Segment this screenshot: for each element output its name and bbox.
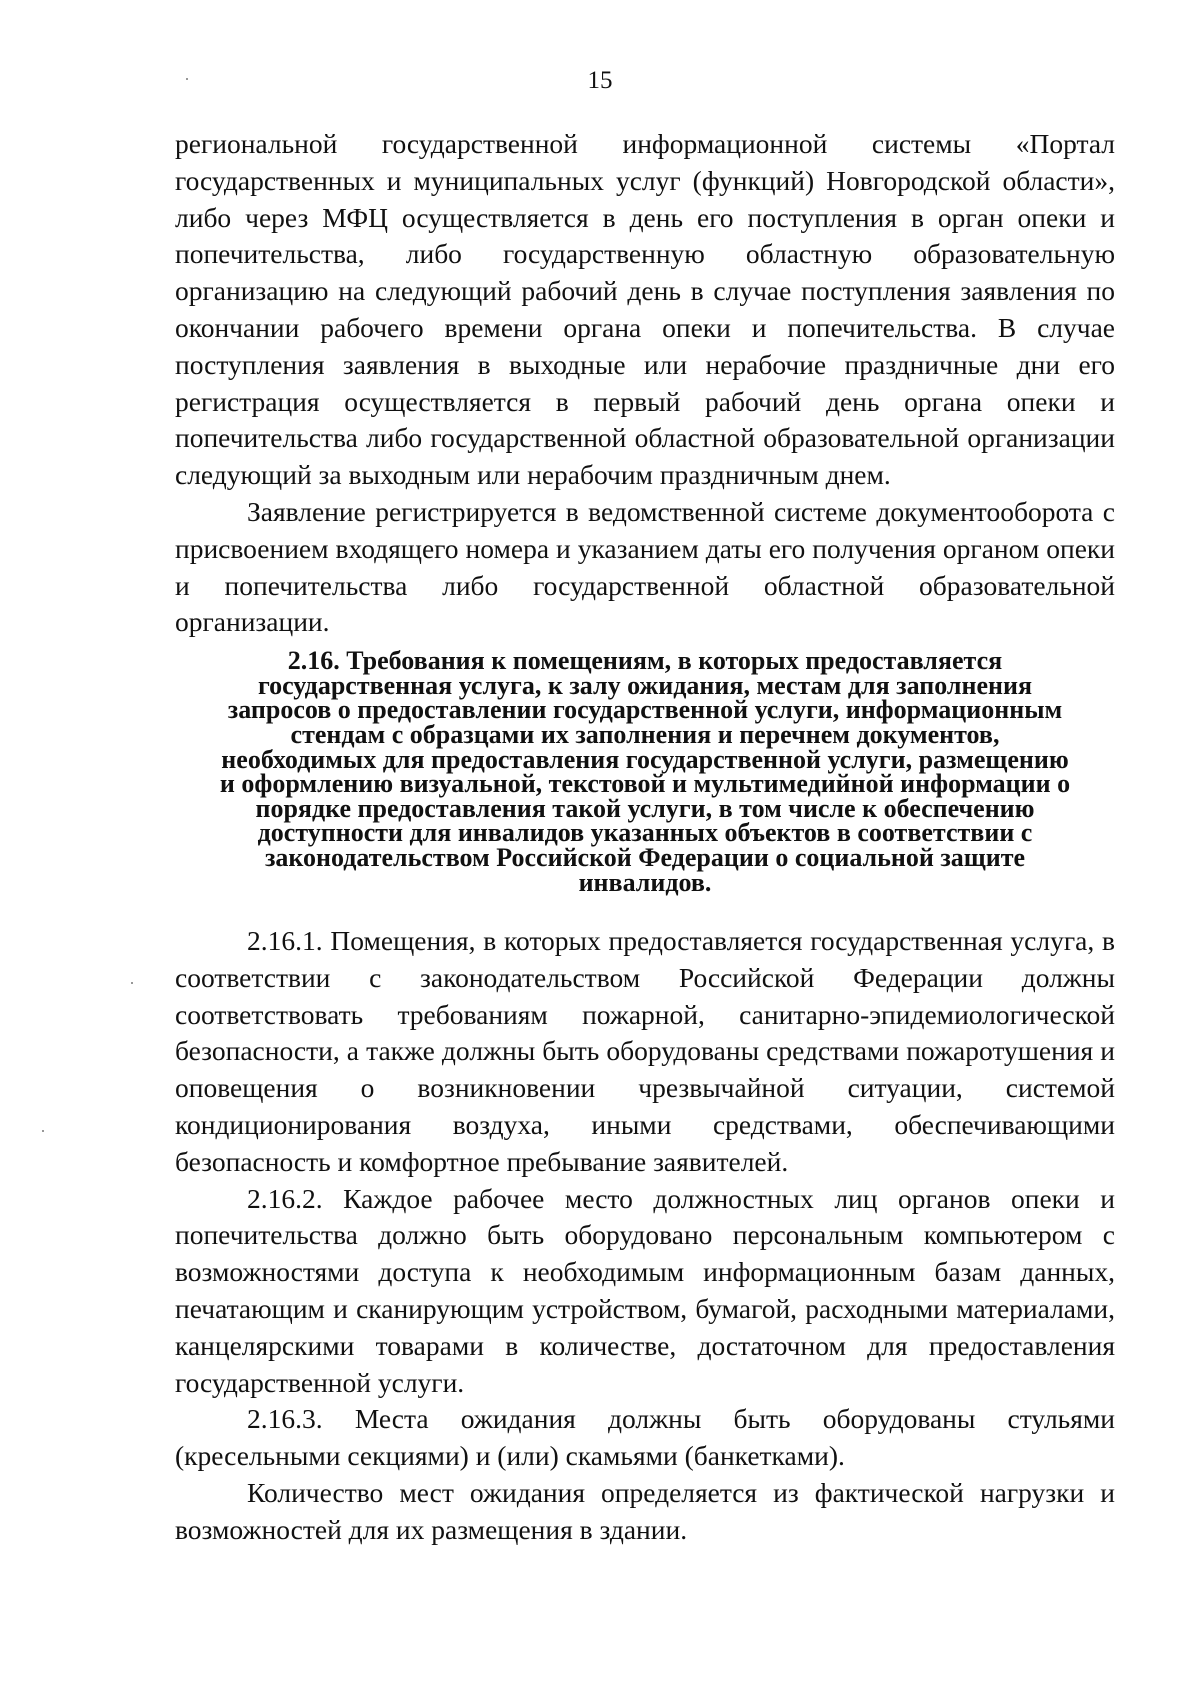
heading-line: доступности для инвалидов указанных объектов в соответствии с bbox=[257, 818, 1033, 848]
heading-line: необходимых для предоставления государственной услуги, размещению bbox=[221, 744, 1069, 774]
heading-line: порядке предоставления такой услуги, в том числе к обеспечению bbox=[255, 793, 1035, 823]
heading-line: инвалидов. bbox=[578, 867, 712, 897]
paragraph-registration-timing: региональной государственной информационной системы «Портал государственных и муниципальных услуг (функций) Новгородской области», либо через МФЦ осуществляется в день его поступления в орган опеки и попечительства, либо государственную областную образовательную организацию на следующий рабочий день в случае поступления заявления по окончании рабочего времени органа опеки и попечительства. В случае поступления заявления в выходные или нерабочие праздничные дни его регистрация осуществляется в первый рабочий день органа опеки и попечительства либо государственной областной образовательной организации следующий за выходным или нерабочим праздничным днем. bbox=[175, 128, 1115, 491]
heading-line: запросов о предоставлении государственной услуги, информационным bbox=[227, 695, 1063, 725]
page-number: 15 bbox=[587, 67, 613, 94]
scan-artifact-dot bbox=[42, 1130, 44, 1132]
heading-line: 2.16. Требования к помещениям, в которых предоставляется bbox=[287, 646, 1003, 676]
document-body bbox=[175, 126, 1115, 1549]
paragraph-2-16-1: 2.16.1. Помещения, в которых предоставляется государственная услуга, в соответствии с законодательством Российской Федерации должны соответствовать требованиям пожарной, санитарно-эпидемиологической безопасности, а также должны быть оборудованы средствами пожаротушения и оповещения о возникновении чрезвычайной ситуации, системой кондиционирования воздуха, иными средствами, обеспечивающими безопасность и комфортное пребывание заявителей. bbox=[175, 925, 1115, 1177]
paragraph-registration-method: Заявление регистрируется в ведомственной системе документооборота с присвоением входящего номера и указанием даты его получения органом опеки и попечительства либо государственной областной образовательной организации. bbox=[175, 495, 1115, 638]
heading-line: законодательством Российской Федерации о социальной защите bbox=[264, 842, 1026, 872]
heading-line: и оформлению визуальной, текстовой и мультимедийной информации о bbox=[219, 769, 1071, 799]
scan-artifact-dot bbox=[186, 78, 188, 80]
heading-line: стендам с образцами их заполнения и перечнем документов, bbox=[290, 719, 1000, 749]
paragraph-2-16-3: 2.16.3. Места ожидания должны быть оборудованы стульями (кресельными секциями) и (или) скамьями (банкетками). bbox=[175, 1403, 1115, 1472]
heading-line: государственная услуга, к залу ожидания, местам для заполнения bbox=[257, 670, 1033, 700]
section-heading-2-16 bbox=[175, 646, 1115, 897]
paragraph-2-16-2: 2.16.2. Каждое рабочее место должностных лиц органов опеки и попечительства должно быть оборудовано персональным компьютером с возможностями доступа к необходимым информационным базам данных, печатающим и сканирующим устройством, бумагой, расходными материалами, канцелярскими товарами в количестве, достаточном для предоставления государственной услуги. bbox=[175, 1182, 1115, 1398]
paragraph-waiting-places-count: Количество мест ожидания определяется из фактической нагрузки и возможностей для их размещения в здании. bbox=[175, 1477, 1115, 1545]
scan-artifact-dot bbox=[131, 982, 133, 984]
